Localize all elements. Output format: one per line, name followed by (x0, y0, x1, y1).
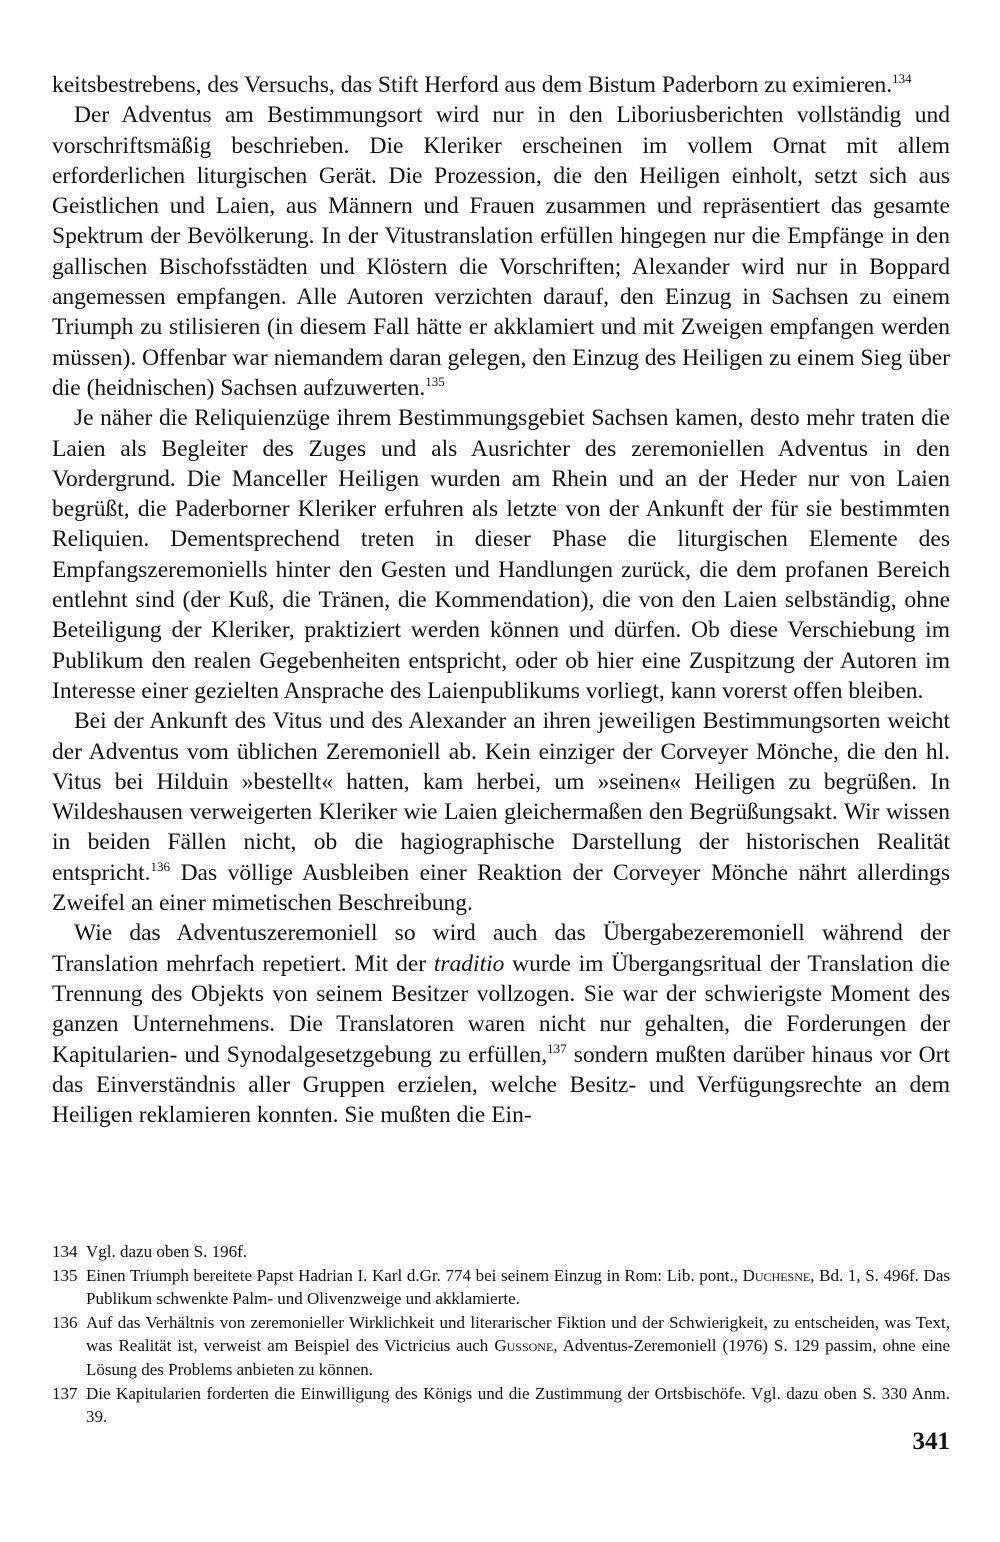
footnote-135-text-a: Einen Triumph bereitete Papst Hadrian I. Karl d.Gr. 774 bei seinem Einzug in Rom: Lib. pont., (86, 1265, 743, 1285)
footnotes (52, 1240, 950, 1429)
footnote-136-text-a: Auf das Verhältnis von zeremonieller Wirklichkeit und literarischer Fiktion und der Schwierigkeit, zu entscheiden, was Text, was Realität ist, verweist am Beispiel des Victricius auch (86, 1312, 950, 1356)
author-name-gussone: Gussone (494, 1336, 554, 1356)
paragraph-2-text: Der Adventus am Bestimmungsort wird nur in den Liboriusberichten vollständig und vorschriftsmäßig beschrieben. Die Kleriker erscheinen im vollem Ornat mit allem erforderlichen liturgischen Gerät. Die Prozession, die den Heiligen einholt, setzt sich aus Geistlichen und Laien, aus Männern und Frauen zusammen und repräsentiert das gesamte Spektrum der Bevölkerung. In der Vitustranslation erfüllen hingegen nur die Empfänge in den gallischen Bischofsstädten und Klöstern die Vorschriften; Alexander wird nur in Boppard angemessen empfangen. Alle Autoren verzichten darauf, den Einzug in Sachsen zu einem Triumph zu stilisieren (in diesem Fall hätte er akklamiert und mit Zweigen empfangen werden müssen). Offenbar war niemandem daran gelegen, den Einzug des Heiligen zu einem Sieg über die (heidnischen) Sachsen aufzuwerten. (52, 102, 950, 401)
paragraph-1 (52, 70, 950, 100)
footnote-number: 136 (52, 1312, 78, 1332)
footnote-ref-134: 134 (892, 71, 912, 86)
paragraph-5-italic-term: traditio (433, 950, 505, 977)
footnote-136-text-b: , Adventus-Zeremoniell (1976) S. 129 passim, ohne eine Lösung des Problems anbieten zu können. (86, 1336, 951, 1379)
footnote-ref-136: 136 (150, 858, 171, 874)
paragraph-4 (52, 706, 950, 918)
footnote-134 (52, 1240, 950, 1264)
main-text (52, 70, 950, 1130)
footnote-ref-135: 135 (425, 373, 445, 389)
paragraph-5-text-b: wurde im Übergangsritual der Translation die Trennung des Objekts von seinem Besitzer vollzogen. Sie war der schwierigste Moment des ganzen Unternehmens. Die Translatoren waren nicht nur gehalten, die Forderungen der Kapitularien- und Synodalgesetzgebung zu erfüllen, (52, 950, 950, 1068)
footnote-number: 137 (52, 1383, 78, 1403)
footnote-text (86, 1264, 950, 1311)
footnote-number: 134 (52, 1242, 78, 1261)
footnote-text: Vgl. dazu oben S. 196f. (86, 1242, 248, 1261)
paragraph-1-text: keitsbestrebens, des Versuchs, das Stift Herford aus dem Bistum Paderborn zu eximieren. (52, 72, 893, 98)
paragraph-3 (52, 403, 950, 706)
footnote-136 (52, 1311, 950, 1382)
author-name-duchesne: Duchesne (742, 1265, 811, 1285)
paragraph-3-text: Je näher die Reliquienzüge ihrem Bestimmungsgebiet Sachsen kamen, desto mehr traten die Laien als Begleiter des Zuges und als Ausrichter des zeremoniellen Adventus in den Vordergrund. Die Manceller Heiligen wurden am Rhein und an der Heder nur von Laien begrüßt, die Paderborner Kleriker erfuhren als letzte von der Ankunft der für sie bestimmten Reliquien. Dementsprechend treten in dieser Phase die liturgischen Elemente des Empfangszeremoniells hinter den Gesten und Handlungen zurück, die dem profanen Bereich entlehnt sind (der Kuß, die Tränen, die Kommendation), die von den Laien selbständig, ohne Beteiligung der Kleriker, praktiziert werden können und dürfen. Ob diese Verschiebung im Publikum den realen Gegebenheiten entspricht, oder ob hier eine Zuspitzung der Autoren im Interesse einer gezielten Ansprache des Laienpublikums vorliegt, kann vorerst offen bleiben. (52, 405, 950, 704)
paragraph-4-text-a: Bei der Ankunft des Vitus und des Alexander an ihren jeweiligen Bestimmungsorten weicht der Adventus vom üblichen Zeremoniell ab. Kein einziger der Corveyer Mönche, die den hl. Vitus bei Hilduin »bestellt« hatten, kam herbei, um »seinen« Heiligen zu begrüßen. In Wildeshausen verweigerten Kleriker wie Laien gleichermaßen den Begrüßungsakt. Wir wissen in beiden Fällen nicht, ob die hagiographische Darstellung der historischen Realität entspricht. (52, 708, 950, 886)
footnote-135-text-b: , Bd. 1, S. 496f. Das Publikum schwenkte Palm- und Olivenzweige und akklamierte. (86, 1265, 950, 1309)
footnote-text (86, 1311, 950, 1382)
footnote-137 (52, 1382, 950, 1429)
footnote-135 (52, 1264, 950, 1311)
paragraph-4-text-b: Das völlige Ausbleiben einer Reaktion der Corveyer Mönche nährt allerdings Zweifel an einer mimetischen Beschreibung. (52, 859, 950, 917)
page-number: 341 (912, 1428, 950, 1455)
paragraph-5-text-a: Wie das Adventuszeremoniell so wird auch das Übergabezeremoniell während der Translation mehrfach repetiert. Mit der (52, 920, 950, 977)
paragraph-2 (52, 100, 950, 403)
footnote-ref-137: 137 (547, 1040, 567, 1056)
paragraph-5 (52, 918, 950, 1130)
footnote-number: 135 (52, 1265, 78, 1285)
paragraph-5-text-c: sondern mußten darüber hinaus vor Ort das Einverständnis aller Gruppen erzielen, welche Besitz- und Verfügungsrechte an dem Heiligen reklamieren konnten. Sie mußten die Ein- (52, 1041, 950, 1129)
footnote-text: Die Kapitularien forderten die Einwilligung des Königs und die Zustimmung der Ortsbischöfe. Vgl. dazu oben S. 330 Anm. 39. (86, 1383, 950, 1427)
